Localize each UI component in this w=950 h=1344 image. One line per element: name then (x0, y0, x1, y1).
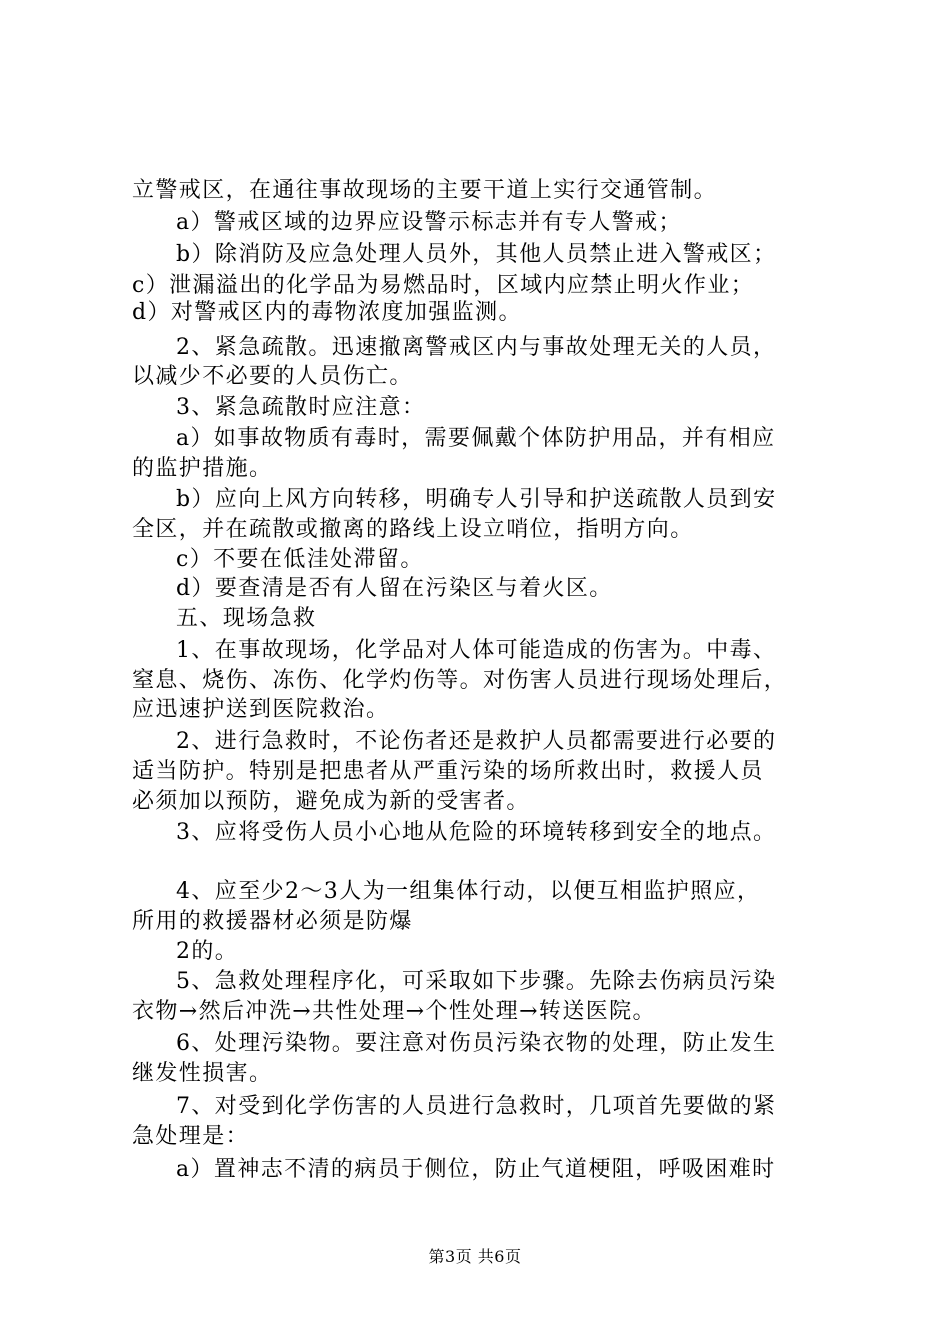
text-line: 3、紧急疏散时应注意： (176, 395, 426, 420)
text-line: a）如事故物质有毒时，需要佩戴个体防护用品，并有相应 (176, 426, 776, 451)
text-line: 急处理是： (132, 1124, 250, 1149)
text-line: 1、在事故现场，化学品对人体可能造成的伤害为。中毒、 (176, 638, 777, 663)
text-line: 继发性损害。 (132, 1061, 273, 1086)
text-line: 衣物→然后冲洗→共性处理→个性处理→转送医院。 (132, 999, 656, 1024)
text-line: 7、对受到化学伤害的人员进行急救时，几项首先要做的紧 (176, 1094, 777, 1119)
text-line: 以减少不必要的人员伤亡。 (132, 364, 413, 389)
text-line: 6、处理污染物。要注意对伤员污染衣物的处理，防止发生 (176, 1031, 777, 1056)
text-line: 5、急救处理程序化，可采取如下步骤。先除去伤病员污染 (176, 969, 777, 994)
text-line: 2、进行急救时，不论伤者还是救护人员都需要进行必要的 (176, 729, 777, 754)
text-line: 2的。 (176, 939, 239, 964)
page-number-footer: 第3页 共6页 (428, 1247, 522, 1266)
text-line: 立警戒区，在通往事故现场的主要干道上实行交通管制。 (132, 178, 718, 203)
text-line: d）要查清是否有人留在污染区与着火区。 (176, 576, 613, 601)
text-line: c）不要在低洼处滞留。 (176, 547, 424, 572)
text-line: 2、紧急疏散。迅速撤离警戒区内与事故处理无关的人员， (176, 335, 777, 360)
text-line: 3、应将受伤人员小心地从危险的环境转移到安全的地点。 (176, 820, 777, 845)
text-line: a）警戒区域的边界应设警示标志并有专人警戒； (176, 210, 682, 235)
text-line: 4、应至少2～3人为一组集体行动，以便互相监护照应， (176, 879, 761, 904)
text-line: 必须加以预防，避免成为新的受害者。 (132, 789, 530, 814)
text-line: b）应向上风方向转移，明确专人引导和护送疏散人员到安 (176, 487, 777, 512)
text-line: 适当防护。特别是把患者从严重污染的场所救出时，救援人员 (132, 759, 764, 784)
text-line: d）对警戒区内的毒物浓度加强监测。 (132, 300, 522, 325)
text-line: b）除消防及应急处理人员外，其他人员禁止进入警戒区； (176, 242, 777, 267)
text-line: 所用的救援器材必须是防爆 (132, 909, 413, 934)
text-line: 应迅速护送到医院救治。 (132, 697, 390, 722)
text-line: c）泄漏溢出的化学品为易燃品时，区域内应禁止明火作业； (132, 273, 755, 298)
text-line: 全区，并在疏散或撤离的路线上设立哨位，指明方向。 (132, 517, 694, 542)
section-heading: 五、现场急救 (176, 606, 317, 631)
text-line: 窒息、烧伤、冻伤、化学灼伤等。对伤害人员进行现场处理后， (132, 668, 788, 693)
text-line: 的监护措施。 (132, 456, 273, 481)
text-line: a）置神志不清的病员于侧位，防止气道梗阻，呼吸困难时 (176, 1157, 776, 1182)
